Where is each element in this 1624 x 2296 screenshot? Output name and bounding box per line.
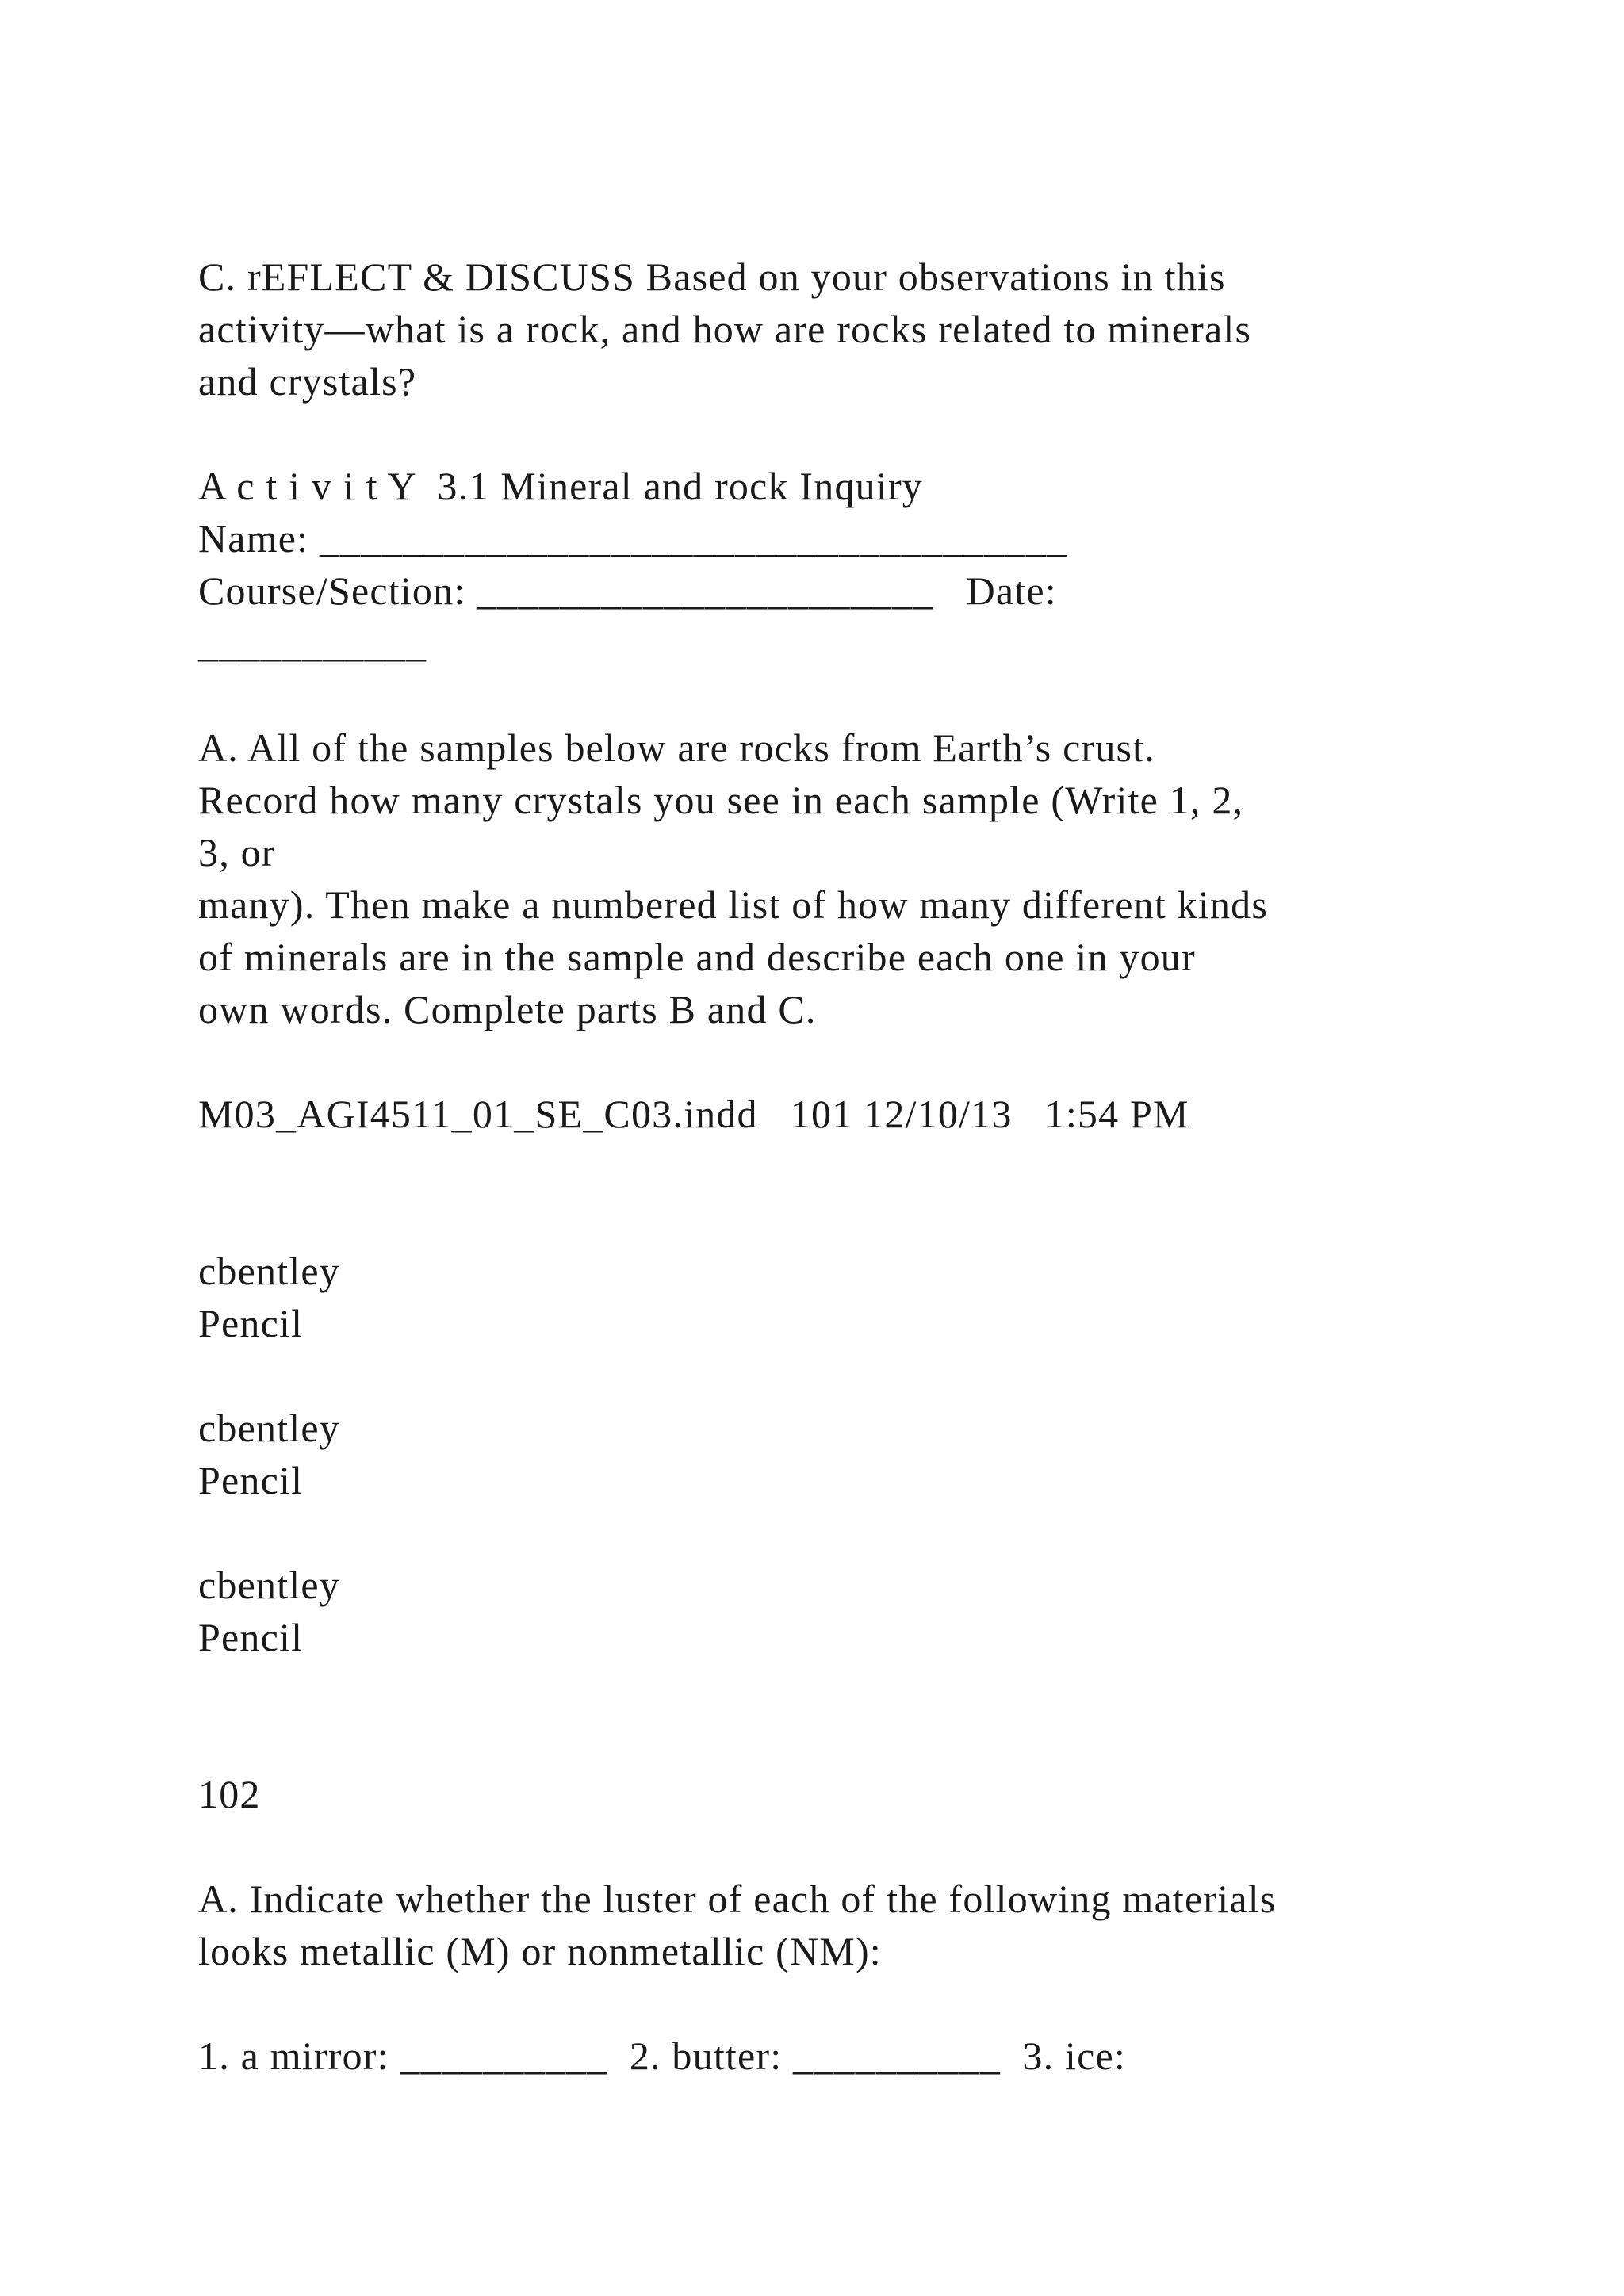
part-a-instructions-line-6: own words. Complete parts B and C. — [198, 987, 817, 1031]
annotation-author: cbentley — [198, 1563, 340, 1607]
annotation-author: cbentley — [198, 1249, 340, 1293]
annotation-tool: Pencil — [198, 1615, 304, 1659]
name-field-line: Name: ____________________________________ — [198, 516, 1068, 561]
part-a-instructions-line-3: 3, or — [198, 830, 276, 874]
reflect-discuss-line-2: activity—what is a rock, and how are rocks related to minerals — [198, 307, 1252, 351]
reflect-discuss-line-1: C. rEFLECT & DISCUSS Based on your observations in this — [198, 254, 1226, 299]
part-a-instructions-line-4: many). Then make a numbered list of how many different kinds — [198, 882, 1269, 927]
annotation-tool: Pencil — [198, 1458, 304, 1502]
reflect-discuss-line-3: and crystals? — [198, 359, 417, 404]
luster-question-line-2: looks metallic (M) or nonmetallic (NM): — [198, 1929, 882, 1973]
file-info-line: M03_AGI4511_01_SE_C03.indd 101 12/10/13 1:54 PM — [198, 1092, 1189, 1136]
part-a-instructions-line-5: of minerals are in the sample and describe each one in your — [198, 935, 1196, 979]
luster-question-line-1: A. Indicate whether the luster of each of the following materials — [198, 1877, 1277, 1921]
date-blank-line: ___________ — [198, 621, 427, 665]
course-date-field-line: Course/Section: ______________________ Date: — [198, 568, 1057, 613]
part-a-instructions-line-1: A. All of the samples below are rocks from Earth’s crust. — [198, 725, 1155, 770]
activity-title: A c t i v i t Y 3.1 Mineral and rock Inquiry — [198, 464, 924, 508]
page-number: 102 — [198, 1772, 261, 1816]
luster-items-line: 1. a mirror: __________ 2. butter: __________ 3. ice: — [198, 2034, 1127, 2078]
part-a-instructions-line-2: Record how many crystals you see in each sample (Write 1, 2, — [198, 778, 1244, 822]
annotation-author: cbentley — [198, 1406, 340, 1450]
annotation-tool: Pencil — [198, 1301, 304, 1345]
